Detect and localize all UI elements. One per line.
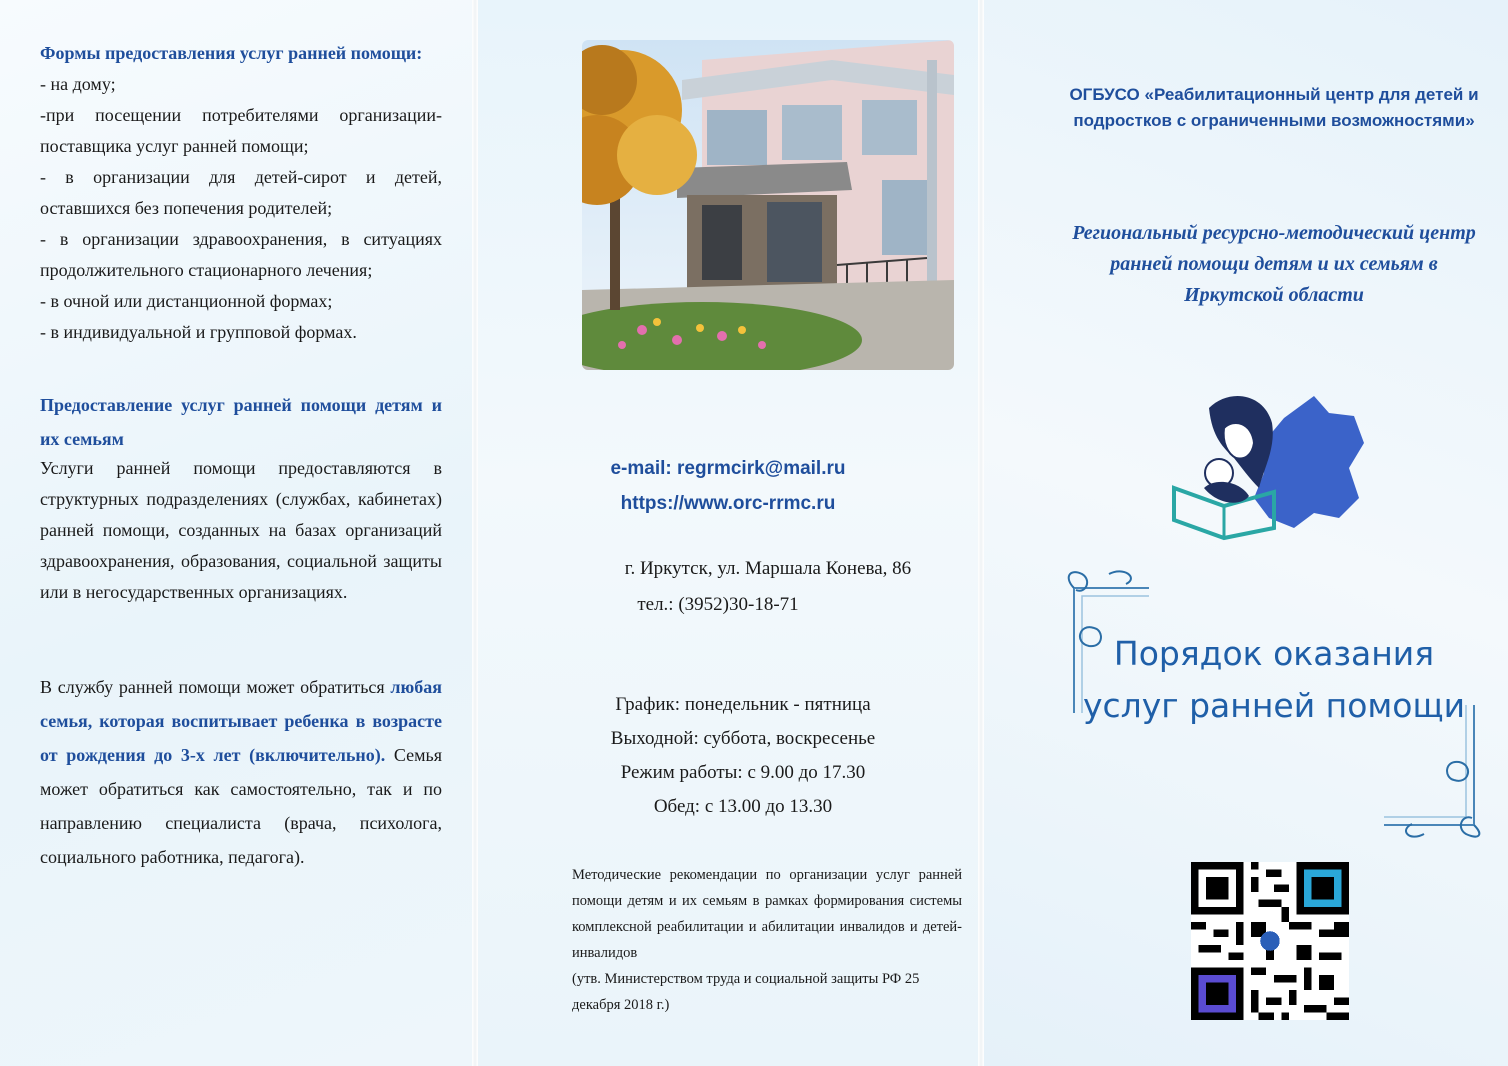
brochure-title: Порядок оказания услуг ранней помощи <box>1082 634 1466 725</box>
reference-note: (утв. Министерством труда и социальной защиты РФ 25 декабря 2018 г.) <box>572 971 920 1013</box>
resource-center-name: Региональный ресурсно-методический центр ранней помощи детям и их семьям в Иркутской области <box>1072 222 1476 306</box>
phone: тел.: (3952)30-18-71 <box>637 594 799 615</box>
service-highlight: любая семья, которая воспитывает ребенка в возрасте от рождения до 3-х лет (включительно). <box>40 677 443 765</box>
days-off: Выходной: суббота, воскресенье <box>610 728 876 749</box>
provision-text: Услуги ранней помощи предоставляются в структурных подразделениях (службах, кабинетах) ранней помощи, созданных на базах организаций здравоохранения, образования, социальной защиты или в негосударственных организациях. <box>40 458 442 602</box>
forms-item-group: - в индивидуальной и групповой формах. <box>40 322 357 342</box>
middle-panel <box>478 0 978 1066</box>
organization-name: ОГБУСО «Реабилитационный центр для детей и подростков с ограниченными возможностями» <box>1069 85 1479 130</box>
right-panel <box>984 0 1508 1066</box>
provision-section <box>40 388 442 456</box>
schedule: График: понедельник - пятница <box>615 694 871 715</box>
reference-text: Методические рекомендации по организации услуг ранней помощи детям и их семьям в рамках формирования системы комплексной реабилитации и абилитации инвалидов и детей-инвалидов <box>572 867 962 961</box>
forms-heading: Формы предоставления услуг ранней помощи: <box>40 43 423 63</box>
qr-code[interactable] <box>1191 862 1349 1020</box>
building-photo-illustration <box>582 40 954 370</box>
service-rest: Семья может обратиться как самостоятельно, так и по направлению специалиста (врача, психолога, социального работника, педагога). <box>40 745 442 867</box>
mother-child-map-logo <box>1164 388 1369 543</box>
forms-item-hospital: - в организации здравоохранения, в ситуациях продолжительного стационарного лечения; <box>40 229 442 280</box>
email-link[interactable]: e-mail: regrmcirk@mail.ru <box>610 458 846 479</box>
left-panel <box>0 0 472 1066</box>
forms-item-home: - на дому; <box>40 74 116 94</box>
forms-section <box>40 38 442 348</box>
forms-item-orphans: - в организации для детей-сирот и детей, оставшихся без попечения родителей; <box>40 167 442 218</box>
forms-item-visit: -при посещении потребителями организации-поставщика услуг ранней помощи; <box>40 105 442 156</box>
work-hours: Режим работы: с 9.00 до 17.30 <box>620 762 866 783</box>
building-photo <box>582 40 954 370</box>
service-paragraph <box>40 670 442 874</box>
provision-heading: Предоставление услуг ранней помощи детям и их семьям <box>40 395 442 449</box>
website-link[interactable]: https://www.orc-rrmc.ru <box>620 493 836 514</box>
service-intro: В службу ранней помощи может обратиться <box>40 677 385 697</box>
address: г. Иркутск, ул. Маршала Конева, 86 <box>624 558 912 579</box>
forms-item-remote: - в очной или дистанционной формах; <box>40 291 333 311</box>
lunch-hours: Обед: с 13.00 до 13.30 <box>653 796 833 817</box>
